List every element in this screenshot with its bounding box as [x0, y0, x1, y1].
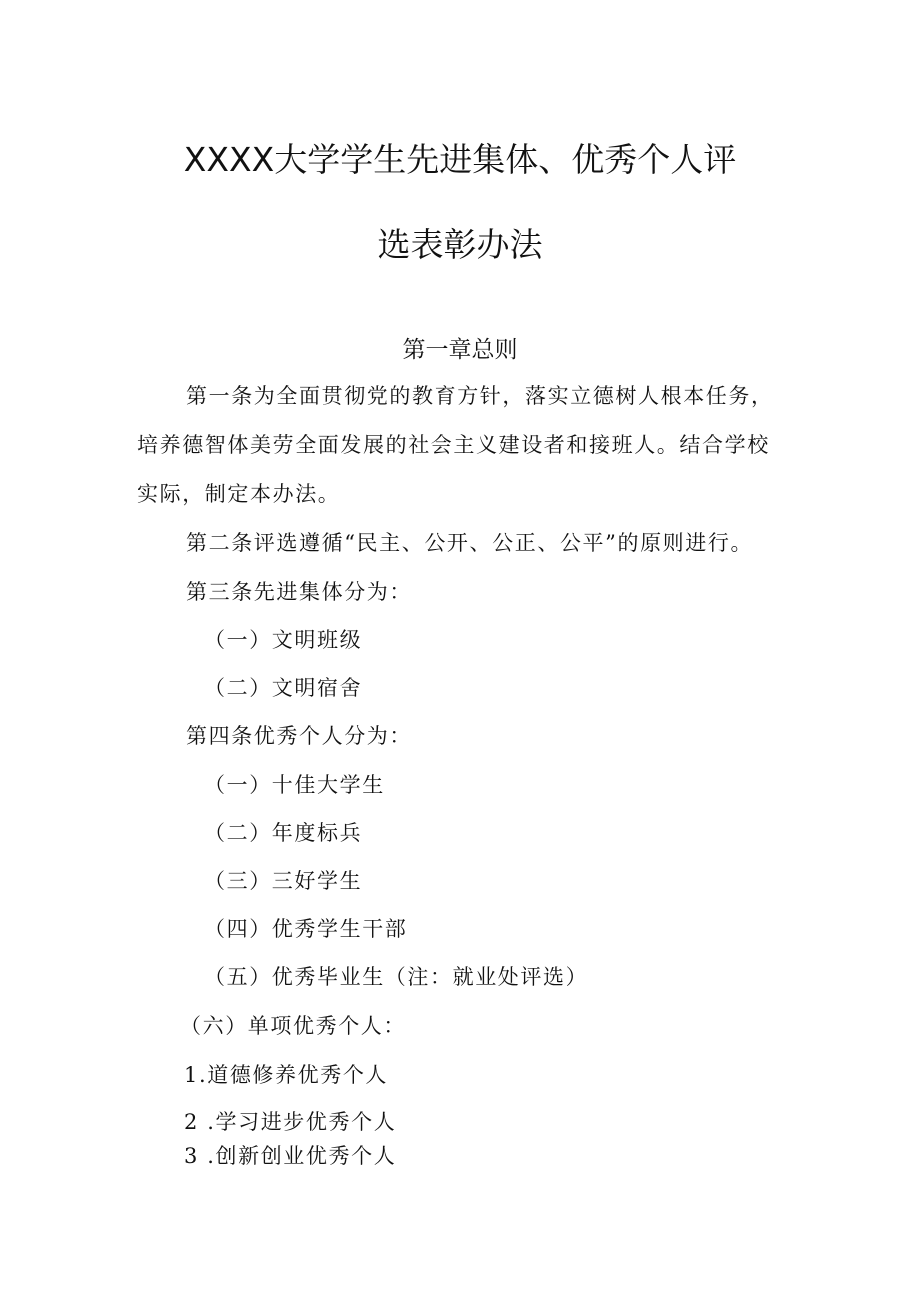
article-4-item: （二）年度标兵 [204, 821, 363, 845]
article-3-item: （二）文明宿舍 [204, 676, 363, 700]
article-1-line-1: 第一条为全面贯彻党的教育方针，落实立德树人根本任务， [186, 384, 774, 408]
article-2: 第二条评选遵循“民主、公开、公正、公平”的原则进行。 [186, 531, 754, 555]
article-4-item: （五）优秀毕业生（注：就业处评选） [204, 965, 589, 989]
article-4-heading: 第四条优秀个人分为： [186, 724, 412, 748]
article-4-subitem: 2 .学习进步优秀个人 [184, 1110, 397, 1134]
article-3-item: （一）文明班级 [204, 628, 363, 652]
article-4-item: （四）优秀学生干部 [204, 917, 408, 941]
article-4-subitem: 1.道德修养优秀个人 [184, 1063, 389, 1087]
article-4-item: （六）单项优秀个人： [180, 1014, 406, 1038]
article-4-item: （一）十佳大学生 [204, 773, 385, 797]
article-4-item: （三）三好学生 [204, 869, 363, 893]
article-1-line-3: 实际，制定本办法。 [137, 482, 341, 506]
article-4-subitem: 3 .创新创业优秀个人 [184, 1144, 397, 1168]
chapter-heading: 第一章总则 [402, 337, 518, 363]
document-title-line-2: 选表彰办法 [377, 225, 543, 264]
article-3-heading: 第三条先进集体分为： [186, 580, 412, 604]
document-title-line-1: XXXX大学学生先进集体、优秀个人评 [183, 140, 737, 179]
article-1-line-2: 培养德智体美劳全面发展的社会主义建设者和接班人。结合学校 [137, 433, 770, 457]
